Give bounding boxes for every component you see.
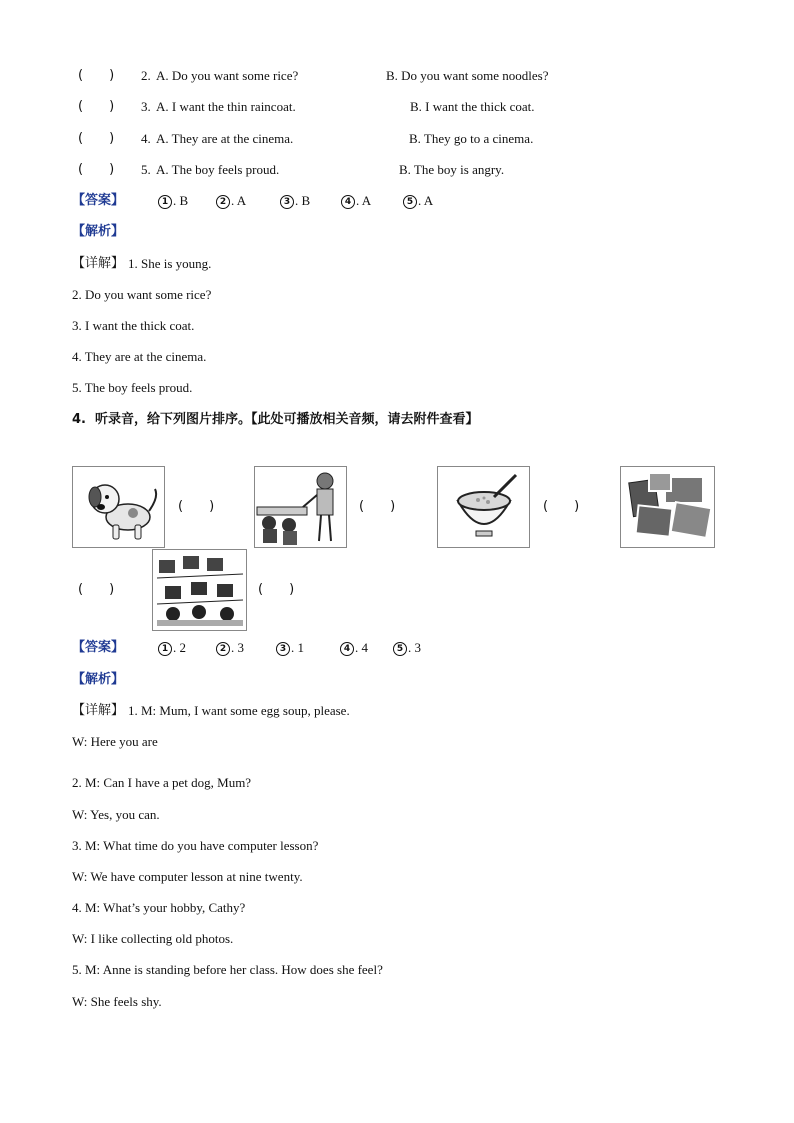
answer-4: 4 . A bbox=[341, 193, 371, 209]
dialog-line: W: I like collecting old photos. bbox=[72, 931, 234, 946]
answer-blank[interactable]: ( ) bbox=[258, 582, 295, 597]
answer-4: 4 . 4 bbox=[340, 640, 368, 656]
answer-blank[interactable]: ( ) bbox=[78, 99, 115, 114]
dialog-line: 4. M: What’s your hobby, Cathy? bbox=[72, 900, 246, 915]
option-a: A. Do you want some rice? bbox=[156, 68, 299, 83]
dialog-line: 3. M: What time do you have computer lesson? bbox=[72, 838, 319, 853]
detail-line: 2. Do you want some rice? bbox=[72, 287, 212, 302]
answer-5: 5 . 3 bbox=[393, 640, 421, 656]
classroom-illustration bbox=[255, 467, 347, 548]
dog-illustration bbox=[73, 467, 165, 548]
dog-picture bbox=[72, 466, 165, 548]
dialog-line: W: Yes, you can. bbox=[72, 807, 160, 822]
answer-tag: 【答案】 bbox=[72, 640, 125, 655]
option-b: B. The boy is angry. bbox=[399, 162, 505, 177]
answer-5: 5 . A bbox=[403, 193, 433, 209]
analysis-tag: 【解析】 bbox=[72, 224, 125, 239]
analysis-tag: 【解析】 bbox=[72, 672, 125, 687]
option-a: A. The boy feels proud. bbox=[156, 162, 280, 177]
option-a: A. They are at the cinema. bbox=[156, 131, 294, 146]
item-number: 4. bbox=[141, 131, 151, 146]
answer-3: 3 . 1 bbox=[276, 640, 304, 656]
answer-blank[interactable]: ( ) bbox=[359, 499, 396, 514]
girl-and-children-picture bbox=[254, 466, 347, 548]
detail-line: 4. They are at the cinema. bbox=[72, 349, 207, 364]
detail-tag: 【详解】 bbox=[72, 256, 125, 271]
item-number: 5. bbox=[141, 162, 151, 177]
detail-tag: 【详解】 bbox=[72, 703, 125, 718]
answer-blank[interactable]: ( ) bbox=[78, 68, 115, 83]
dialog-line: 2. M: Can I have a pet dog, Mum? bbox=[72, 775, 252, 790]
answer-2: 2 . 3 bbox=[216, 640, 244, 656]
option-b: B. I want the thick coat. bbox=[410, 99, 535, 114]
answer-blank[interactable]: ( ) bbox=[78, 131, 115, 146]
soup-bowl-picture bbox=[437, 466, 530, 548]
photos-illustration bbox=[621, 467, 715, 548]
dialog-line: 1. M: Mum, I want some egg soup, please. bbox=[128, 703, 350, 718]
item-number: 3. bbox=[141, 99, 151, 114]
dialog-line: W: Here you are bbox=[72, 734, 158, 749]
option-b: B. Do you want some noodles? bbox=[386, 68, 549, 83]
answer-blank[interactable]: ( ) bbox=[543, 499, 580, 514]
detail-line: 3. I want the thick coat. bbox=[72, 318, 195, 333]
option-a: A. I want the thin raincoat. bbox=[156, 99, 296, 114]
question-4-title: 4. 听录音，给下列图片排序。【此处可播放相关音频，请去附件查看】 bbox=[72, 412, 479, 427]
detail-line: 1. She is young. bbox=[128, 256, 212, 271]
answer-blank[interactable]: ( ) bbox=[78, 582, 115, 597]
answer-blank[interactable]: ( ) bbox=[178, 499, 215, 514]
answer-tag: 【答案】 bbox=[72, 193, 125, 208]
answer-1: 1 . 2 bbox=[158, 640, 186, 656]
old-photos-picture bbox=[620, 466, 715, 548]
answer-3: 3 . B bbox=[280, 193, 310, 209]
answer-2: 2 . A bbox=[216, 193, 246, 209]
dialog-line: W: She feels shy. bbox=[72, 994, 162, 1009]
answer-1: 1 . B bbox=[158, 193, 188, 209]
detail-line: 5. The boy feels proud. bbox=[72, 380, 193, 395]
computer-lesson-picture bbox=[152, 549, 247, 631]
dialog-line: W: We have computer lesson at nine twenty. bbox=[72, 869, 303, 884]
option-b: B. They go to a cinema. bbox=[409, 131, 534, 146]
item-number: 2. bbox=[141, 68, 151, 83]
answer-blank[interactable]: ( ) bbox=[78, 162, 115, 177]
dialog-line: 5. M: Anne is standing before her class. How does she feel? bbox=[72, 962, 383, 977]
computer-lesson-illustration bbox=[153, 550, 247, 631]
soup-bowl-illustration bbox=[438, 467, 530, 548]
